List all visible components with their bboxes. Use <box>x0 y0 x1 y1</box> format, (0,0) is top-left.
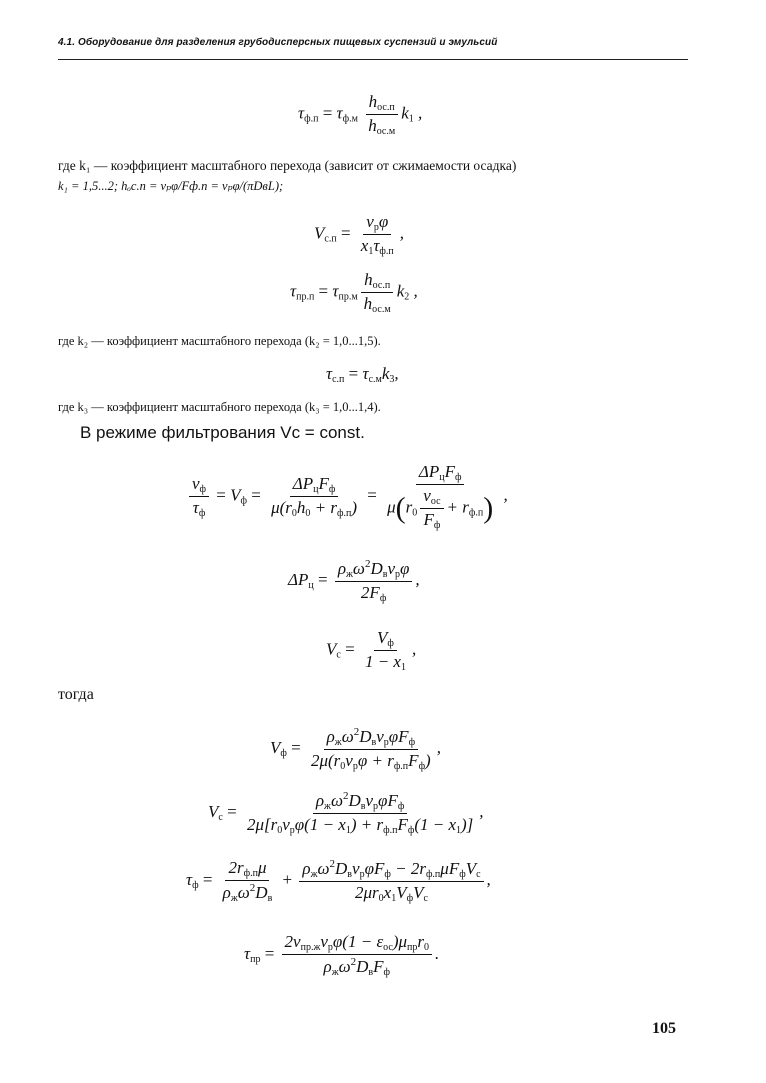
text-where-k2: где k₂ — коэффициент масштабного перехода (k₂ = 1,0...1,5). <box>58 334 381 348</box>
equation-tau-f-p: $\tau_{ф.п} = \tau_{ф.м}$ $\frac{h_{ос.п}}{h_{ос.м}}$ $k_1$ , <box>298 92 423 137</box>
header-rule <box>58 59 688 60</box>
page-number: 105 <box>652 1020 676 1037</box>
equation-tau-pr-p: $\tau_{пр.п} = \tau_{пр.м}$ $\frac{h_{ос.п}}{h_{ос.м}}$ $k_2$ , <box>290 270 418 315</box>
equation-vf-over-tauf: $\frac{v_ф}{\tau_ф}$ = $V_ф$ = $\frac{\Delta P_цF_ф}{\mu(r_0h_0 + r_{ф.п})}$ = $\Delta P_цF_ф$ $\mu(r_0$ $\frac{v_{ос}}{F_ф}$ + $r_{ф.п}$) , <box>186 462 508 531</box>
text-k1-values: k₁ = 1,5...2; hₒс.п = vₚφ/Fф.п = vₚφ/(πDвL); <box>58 179 284 193</box>
equation-tau-s-p: $\tau_{с.п} = \tau_{с.м}k_3$, <box>326 364 399 385</box>
equation-v-f: $V_ф$ = $\frac{\rho_ж\omega^2D_вv_р\varphi F_ф}{2\mu(r_0v_р\varphi + r_{ф.п}F_ф)}$ , <box>270 726 441 772</box>
equation-tau-f: $\tau_ф$ = $\frac{2r_{ф.п}\mu}{\rho_ж\omega^2D_в}$ + $\frac{\rho_ж\omega^2D_вv_р\varphi F_ф - 2r_{ф.п}\mu F_фV_с}{2\mu r_0x_1V_фV_с}$ , <box>186 858 491 904</box>
equation-v-s: $V_с$ = $\frac{V_ф}{1 - x_1}$ , <box>326 628 417 673</box>
equation-v-s-full: $V_с$ = $\frac{\rho_ж\omega^2D_вv_р\varphi F_ф}{2\mu[r_0v_р\varphi(1 - x_1) + r_{ф.п}F_ф(1 - x_1)]}$ , <box>208 790 484 836</box>
running-header: 4.1. Оборудование для разделения грубодисперсных пищевых суспензий и эмульсий <box>58 37 498 48</box>
text-where-k1: где k₁ — коэффициент масштабного перехода (зависит от сжимаемости осадка) <box>58 158 517 173</box>
equation-tau-pr: $\tau_{пр}$ = $\frac{2v_{пр.ж}v_р\varphi(1 - \varepsilon_{ос})\mu_{пр}r_0}{\rho_ж\omega^2D_вF_ф}$ . <box>244 932 440 978</box>
equation-delta-p-ts: $\Delta P_ц$ = $\frac{\rho_ж\omega^2D_вv_р\varphi}{2F_ф}$ , <box>288 558 420 604</box>
text-where-k3: где k₃ — коэффициент масштабного перехода (k₃ = 1,0...1,4). <box>58 400 381 414</box>
equation-v-s-p: $V_{с.п}$ = $\frac{v_р\varphi}{x_1\tau_{ф.п}}$ , <box>314 212 405 257</box>
text-filtration-mode: В режиме фильтрования Vс = const. <box>80 423 365 442</box>
text-then: тогда <box>58 686 94 703</box>
